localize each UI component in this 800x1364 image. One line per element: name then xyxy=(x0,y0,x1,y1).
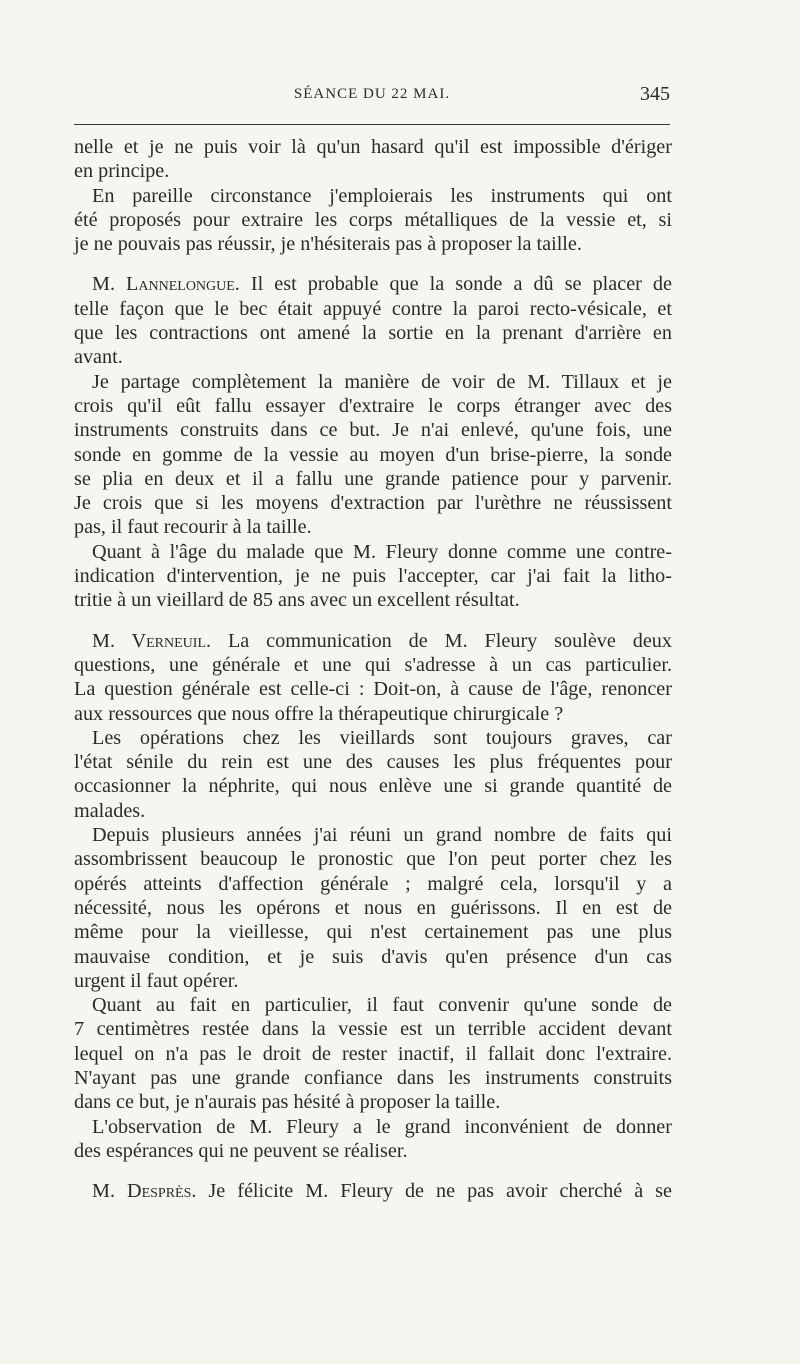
paragraph xyxy=(74,629,672,726)
text-line xyxy=(74,321,672,345)
text-line xyxy=(74,750,672,774)
paragraph xyxy=(74,1179,672,1203)
speaker-name: M. Lannelongue. xyxy=(92,273,240,296)
paragraph xyxy=(74,370,672,540)
running-title: SÉANCE DU 22 MAI. xyxy=(293,86,451,102)
paragraph xyxy=(74,823,672,993)
text-line xyxy=(74,969,672,993)
line-text: en principe. xyxy=(74,160,170,183)
line-text: La communication de M. Fleury soulève deux xyxy=(211,629,672,652)
line-text: avant. xyxy=(74,346,123,369)
line-text: tritie à un vieillard de 85 ans avec un excellent résultat. xyxy=(74,589,520,612)
text-line xyxy=(74,443,672,467)
text-line xyxy=(74,1042,672,1066)
line-text: Depuis plusieurs années j'ai réuni un grand nombre de faits qui xyxy=(92,824,672,847)
line-text: Je crois que si les moyens d'extraction par l'urèthre ne réussissent xyxy=(74,492,672,515)
page-header xyxy=(74,83,670,116)
line-text: se plia en deux et il a fallu une grande patience pour y parvenir. xyxy=(74,467,672,490)
text-line xyxy=(74,677,672,701)
line-text: des espérances qui ne peuvent se réaliser. xyxy=(74,1139,408,1162)
line-text: même pour la vieillesse, qui n'est certainement pas une plus xyxy=(74,921,672,944)
line-text: instruments construits dans ce but. Je n'ai enlevé, qu'une fois, une xyxy=(74,419,672,442)
text-line xyxy=(74,564,672,588)
text-line xyxy=(74,1139,672,1163)
text-line xyxy=(74,467,672,491)
text-line xyxy=(74,1090,672,1114)
text-line xyxy=(74,1017,672,1041)
paragraph xyxy=(74,184,672,257)
line-text: lequel on n'a pas le droit de rester inactif, il fallait donc l'extraire. xyxy=(74,1042,672,1065)
header-rule xyxy=(74,124,670,125)
speaker-name: M. Verneuil. xyxy=(92,629,212,652)
paragraph-spacer xyxy=(74,256,672,272)
text-line xyxy=(74,653,672,677)
text-line xyxy=(74,872,672,896)
text-line xyxy=(74,394,672,418)
page-number: 345 xyxy=(640,83,670,105)
text-line xyxy=(74,945,672,969)
paragraph xyxy=(74,993,672,1114)
line-text: telle façon que le bec était appuyé contre la paroi recto-vésicale, et xyxy=(74,297,672,320)
text-line xyxy=(74,702,672,726)
paragraph-spacer xyxy=(74,1163,672,1179)
line-text: occasionner la néphrite, qui nous enlève une si grande quantité de xyxy=(74,775,672,798)
paragraph xyxy=(74,135,672,184)
text-line xyxy=(74,540,672,564)
text-line xyxy=(74,515,672,539)
text-line xyxy=(74,272,672,296)
line-text: assombrissent beaucoup le pronostic que l'on peut porter chez les xyxy=(74,848,672,871)
paragraph xyxy=(74,540,672,613)
line-text: été proposés pour extraire les corps métalliques de la vessie et, si xyxy=(74,208,672,231)
text-line xyxy=(74,920,672,944)
text-line xyxy=(74,135,672,159)
text-line xyxy=(74,1179,672,1203)
text-line xyxy=(74,491,672,515)
text-line xyxy=(74,208,672,232)
line-text: La question générale est celle-ci : Doit-on, à cause de l'âge, renoncer xyxy=(74,678,672,701)
text-line xyxy=(74,774,672,798)
line-text: En pareille circonstance j'emploierais les instruments qui ont xyxy=(92,184,672,207)
line-text: Les opérations chez les vieillards sont toujours graves, car xyxy=(92,726,672,749)
line-text: Je félicite M. Fleury de ne pas avoir cherché à se xyxy=(196,1180,672,1203)
line-text: pas, il faut recourir à la taille. xyxy=(74,516,312,539)
line-text: urgent il faut opérer. xyxy=(74,969,239,992)
text-line xyxy=(74,588,672,612)
line-text: 7 centimètres restée dans la vessie est un terrible accident devant xyxy=(74,1018,672,1041)
paragraph xyxy=(74,272,672,369)
line-text: malades. xyxy=(74,799,146,822)
line-text: Quant à l'âge du malade que M. Fleury donne comme une contre- xyxy=(92,540,672,563)
text-line xyxy=(74,418,672,442)
line-text: nelle et je ne puis voir là qu'un hasard qu'il est impossible d'ériger xyxy=(74,136,672,158)
text-line xyxy=(74,159,672,183)
text-line xyxy=(74,847,672,871)
speaker-name: M. Desprès. xyxy=(92,1180,197,1203)
line-text: dans ce but, je n'aurais pas hésité à proposer la taille. xyxy=(74,1091,501,1114)
text-line xyxy=(74,726,672,750)
line-text: crois qu'il eût fallu essayer d'extraire le corps étranger avec des xyxy=(74,394,672,417)
line-text: je ne pouvais pas réussir, je n'hésiterais pas à proposer la taille. xyxy=(74,233,582,256)
body-text xyxy=(74,135,672,1203)
line-text: opérés atteints d'affection générale ; malgré cela, lorsqu'il y a xyxy=(74,872,672,895)
line-text: indication d'intervention, je ne puis l'accepter, car j'ai fait la litho- xyxy=(74,565,672,588)
text-line xyxy=(74,184,672,208)
line-text: N'ayant pas une grande confiance dans les instruments construits xyxy=(74,1066,672,1089)
text-line xyxy=(74,232,672,256)
text-line xyxy=(74,799,672,823)
line-text: Quant au fait en particulier, il faut convenir qu'une sonde de xyxy=(92,994,672,1017)
text-line xyxy=(74,370,672,394)
text-line xyxy=(74,345,672,369)
line-text: l'état sénile du rein est une des causes les plus fréquentes pour xyxy=(74,751,672,774)
paragraph-spacer xyxy=(74,613,672,629)
paragraph xyxy=(74,726,672,823)
line-text: Je partage complètement la manière de voir de M. Tillaux et je xyxy=(92,370,672,393)
line-text: mauvaise condition, et je suis d'avis qu'en présence d'un cas xyxy=(74,945,672,968)
text-line xyxy=(74,993,672,1017)
text-line xyxy=(74,823,672,847)
text-line xyxy=(74,1066,672,1090)
line-text: aux ressources que nous offre la thérapeutique chirurgicale ? xyxy=(74,702,564,725)
line-text: Il est probable que la sonde a dû se placer de xyxy=(239,273,672,296)
line-text: questions, une générale et une qui s'adresse à un cas particulier. xyxy=(74,653,672,676)
text-line xyxy=(74,1115,672,1139)
paragraph xyxy=(74,1115,672,1164)
line-text: sonde en gomme de la vessie au moyen d'un brise-pierre, la sonde xyxy=(74,443,672,466)
line-text: que les contractions ont amené la sortie en la prenant d'arrière en xyxy=(74,322,672,345)
text-line xyxy=(74,896,672,920)
text-line xyxy=(74,629,672,653)
text-line xyxy=(74,297,672,321)
line-text: L'observation de M. Fleury a le grand inconvénient de donner xyxy=(92,1115,672,1138)
line-text: nécessité, nous les opérons et nous en guérissons. Il en est de xyxy=(74,896,672,919)
